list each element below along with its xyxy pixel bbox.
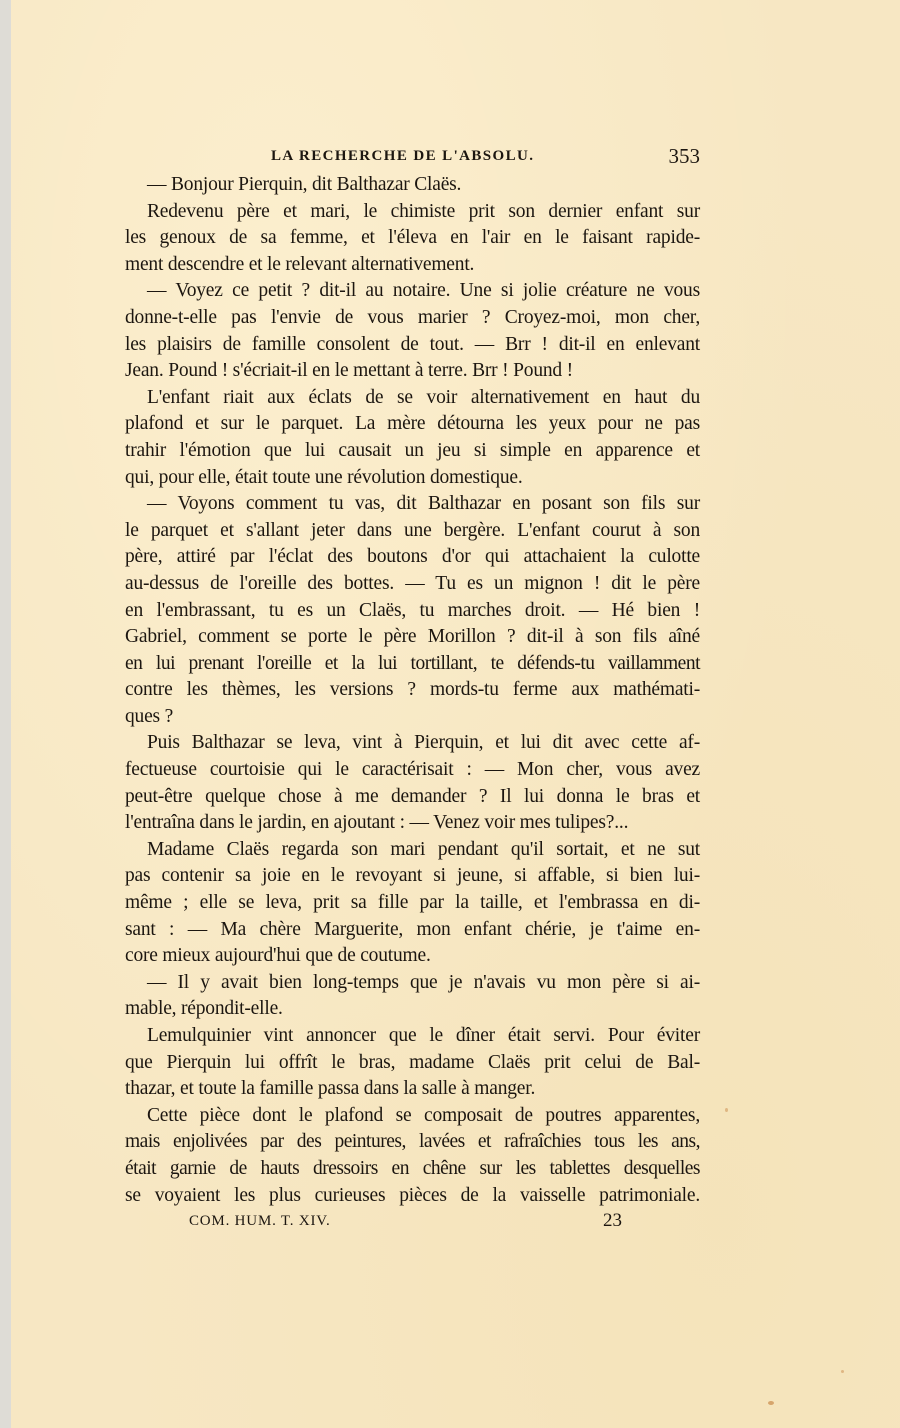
text-line: — Voyez ce petit ? dit-il au notaire. Une si jolie créature ne vous: [147, 280, 700, 302]
text-line: — Voyons comment tu vas, dit Balthazar en posant son fils sur: [147, 493, 700, 515]
text-line: — Il y avait bien long-temps que je n'avais vu mon père si ai-: [147, 971, 700, 993]
text-line: Gabriel, comment se porte le père Morillon ? dit-il à son fils aîné: [125, 626, 700, 648]
text-line: plafond et sur le parquet. La mère détourna les yeux pour ne pas: [125, 413, 700, 435]
text-line: ment descendre et le relevant alternativement.: [125, 253, 475, 275]
text-line: Jean. Pound ! s'écriait-il en le mettant à terre. Brr ! Pound !: [125, 360, 573, 382]
page-footer: [125, 1210, 700, 1240]
text-line: les genoux de sa femme, et l'éleva en l'air en le faisant rapide-: [125, 227, 700, 249]
paper-foxing-spot: [768, 1401, 774, 1405]
paper-foxing-spot: [725, 1108, 728, 1112]
text-line: sant : — Ma chère Marguerite, mon enfant chérie, je t'aime en-: [125, 918, 700, 940]
text-line: qui, pour elle, était toute une révolution domestique.: [125, 466, 523, 488]
text-line: contre les thèmes, les versions ? mords-tu ferme aux mathémati-: [125, 679, 700, 701]
text-line: mais enjolivées par des peintures, lavées et rafraîchies tous les ans,: [125, 1131, 700, 1153]
text-line: au-dessus de l'oreille des bottes. — Tu es un mignon ! dit le père: [125, 572, 700, 594]
text-line: se voyaient les plus curieuses pièces de la vaisselle patrimoniale.: [125, 1184, 700, 1206]
text-line: pas contenir sa joie en le revoyant si jeune, si affable, si bien lui-: [125, 865, 700, 887]
text-line: était garnie de hauts dressoirs en chêne sur les tablettes desquelles: [125, 1157, 700, 1179]
text-line: peut-être quelque chose à me demander ? Il lui donna le bras et: [125, 785, 700, 807]
text-line: trahir l'émotion que lui causait un jeu si simple en apparence et: [125, 439, 700, 461]
sheet-number: 23: [603, 1210, 622, 1231]
text-line: L'enfant riait aux éclats de se voir alternativement en haut du: [147, 386, 700, 408]
running-title: LA RECHERCHE DE L'ABSOLU.: [271, 148, 535, 164]
text-line: Redevenu père et mari, le chimiste prit son dernier enfant sur: [147, 200, 700, 222]
text-line: core mieux aujourd'hui que de coutume.: [125, 945, 431, 967]
printer-signature: COM. HUM. T. XIV.: [189, 1213, 331, 1229]
text-line: mable, répondit-elle.: [125, 998, 283, 1020]
text-line: fectueuse courtoisie qui le caractérisait : — Mon cher, vous avez: [125, 759, 700, 781]
text-line: le parquet et s'allant jeter dans une bergère. L'enfant courut à son: [125, 519, 700, 541]
text-line: thazar, et toute la famille passa dans la salle à manger.: [125, 1078, 536, 1100]
text-line: même ; elle se leva, prit sa fille par la taille, et l'embrassa en di-: [125, 892, 700, 914]
text-line: que Pierquin lui offrît le bras, madame Claës prit celui de Bal-: [125, 1051, 700, 1073]
text-line: Lemulquinier vint annoncer que le dîner était servi. Pour éviter: [147, 1025, 700, 1046]
text-line: en lui prenant l'oreille et la lui tortillant, te défends-tu vaillamment: [125, 652, 700, 674]
text-line: ques ?: [125, 705, 174, 727]
text-line: en l'embrassant, tu es un Claës, tu marches droit. — Hé bien !: [125, 599, 700, 621]
paper-foxing-spot: [841, 1370, 844, 1373]
text-line: l'entraîna dans le jardin, en ajoutant : — Venez voir mes tulipes?...: [125, 812, 629, 834]
text-line: Cette pièce dont le plafond se composait de poutres apparentes,: [147, 1104, 700, 1126]
text-line: les plaisirs de famille consolent de tout. — Brr ! dit-il en enlevant: [125, 333, 700, 355]
text-line: donne-t-elle pas l'envie de vous marier ? Croyez-moi, mon cher,: [125, 306, 700, 328]
body-text: [125, 172, 700, 1209]
text-line: Madame Claës regarda son mari pendant qu'il sortait, et ne sut: [147, 838, 700, 860]
text-line: père, attiré par l'éclat des boutons d'or qui attachaient la culotte: [125, 546, 700, 568]
page-header: [125, 146, 700, 172]
scan-page-edge: [0, 0, 11, 1428]
page-number: 353: [668, 144, 700, 168]
text-line: — Bonjour Pierquin, dit Balthazar Claës.: [147, 174, 462, 195]
text-line: Puis Balthazar se leva, vint à Pierquin, et lui dit avec cette af-: [147, 732, 700, 754]
